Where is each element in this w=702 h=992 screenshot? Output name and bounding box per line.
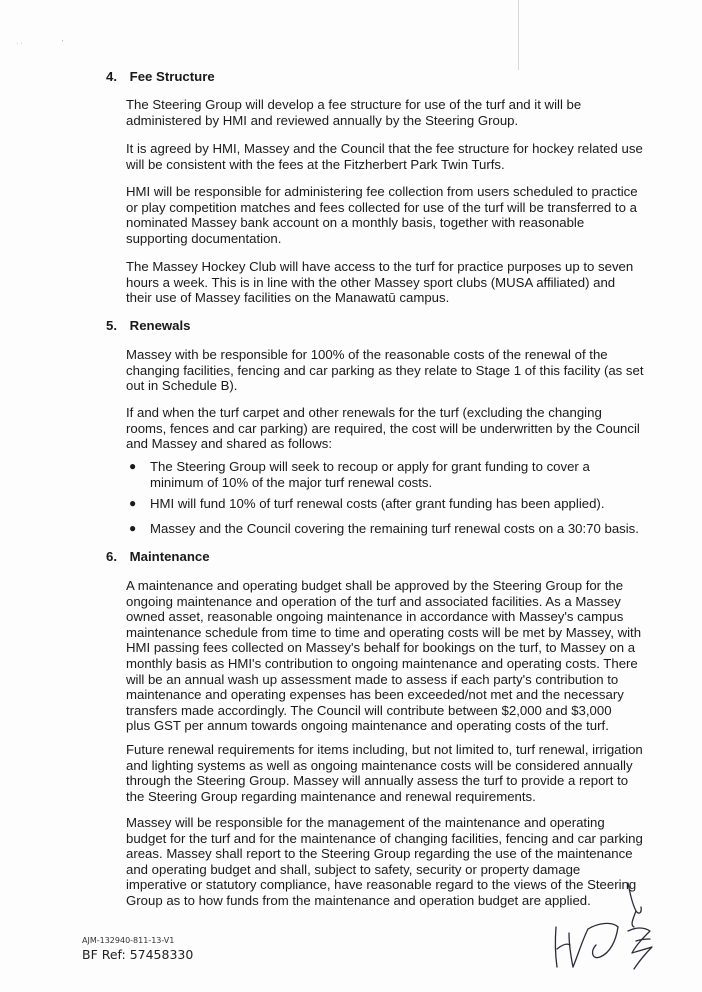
bullet-dot-icon: ●: [129, 459, 137, 473]
text-line: supporting documentation.: [126, 230, 282, 246]
text-line: the Steering Group regarding maintenance and renewal requirements.: [126, 788, 536, 804]
page-edge-line: [518, 0, 519, 70]
text-line: budget for the turf and for the maintenance of changing facilities, fencing and car parking: [126, 830, 643, 846]
text-line: hours a week. This is in line with the other Massey sport clubs (MUSA affiliated) and: [126, 274, 616, 290]
text-line: maintenance schedule from time to time and operating costs will be met by Massey, with: [126, 624, 642, 640]
section-number: 6.: [106, 549, 117, 564]
scan-artifact: ': [62, 40, 64, 47]
text-line: It is agreed by HMI, Massey and the Council that the fee structure for hockey related use: [126, 141, 643, 156]
section-heading: [106, 549, 210, 565]
section-title: Fee Structure: [129, 69, 215, 84]
text-line: their use of Massey facilities on the Manawatū campus.: [126, 290, 450, 306]
bullet-dot-icon: ●: [129, 496, 137, 510]
text-line: The Steering Group will seek to recoup or apply for grant funding to cover a: [150, 459, 590, 474]
section-number: 5.: [106, 318, 117, 333]
text-line: imperative or statutory compliance, have reasonable regard to the views of the Steering: [126, 877, 637, 893]
section-title: Maintenance: [129, 549, 210, 564]
text-line: owned asset, reasonable ongoing maintenance in accordance with Massey's campus: [126, 609, 624, 625]
text-line: nominated Massey bank account on a monthly basis, together with reasonable: [126, 215, 585, 231]
text-line: and lighting systems as well as ongoing maintenance costs will be considered annually: [126, 757, 633, 773]
text-line: A maintenance and operating budget shall be approved by the Steering Group for the: [126, 578, 624, 593]
text-line: minimum of 10% of the major turf renewal costs.: [150, 474, 433, 490]
text-line: areas. Massey shall report to the Steering Group regarding the use of the maintenance: [126, 846, 633, 862]
paragraph: [126, 97, 641, 128]
text-line: or play competition matches and fees collected for use of the turf will be transferred to a: [126, 199, 637, 215]
paragraph: [126, 742, 641, 804]
text-line: will be an annual wash up assessment made to assess if each party's contribution to: [126, 671, 619, 687]
text-line: through the Steering Group. Massey will annually assess the turf to provide a report to: [126, 773, 629, 789]
text-line: If and when the turf carpet and other renewals for the turf (excluding the changing: [126, 405, 602, 420]
section-number: 4.: [106, 69, 117, 84]
text-line: will be consistent with the fees at the Fitzherbert Park Twin Turfs.: [126, 156, 505, 172]
text-line: and Massey and shared as follows:: [126, 436, 332, 452]
text-line: ongoing maintenance and operation of the turf and associated facilities. As a Massey: [126, 593, 621, 609]
paragraph: [126, 405, 641, 452]
text-line: The Steering Group will develop a fee structure for use of the turf and it will be: [126, 97, 582, 112]
section-title: Renewals: [129, 318, 191, 333]
text-line: changing facilities, fencing and car parking as they relate to Stage 1 of this facility (as set: [126, 362, 644, 378]
document-reference: AJM-132940-811-13-V1: [82, 936, 175, 945]
text-line: maintenance and operating expenses has been exceeded/not met and the necessary: [126, 687, 624, 703]
paragraph: [126, 578, 641, 734]
text-line: HMI will be responsible for administering fee collection from users scheduled to practice: [126, 184, 638, 199]
text-line: transfers made accordingly. The Council will contribute between $2,000 and $3,000: [126, 702, 612, 718]
text-line: Massey and the Council covering the remaining turf renewal costs on a 30:70 basis.: [150, 521, 639, 536]
text-line: Massey with be responsible for 100% of the reasonable costs of the renewal of the: [126, 347, 608, 362]
handwritten-initials-signature: [540, 875, 670, 980]
paragraph: [126, 184, 641, 246]
bullet-dot-icon: ●: [129, 521, 137, 535]
text-line: HMI passing fees collected on Massey's behalf for bookings on the turf, to Massey on a: [126, 640, 636, 656]
text-line: administered by HMI and reviewed annually by the Steering Group.: [126, 112, 519, 128]
section-heading: [106, 69, 215, 85]
paragraph: [126, 259, 641, 306]
text-line: plus GST per annum towards ongoing maintenance and operating costs of the turf.: [126, 718, 609, 734]
text-line: and operating budget and shall, subject to safety, security or property damage: [126, 861, 581, 877]
section-heading: [106, 318, 191, 334]
text-line: out in Schedule B).: [126, 378, 238, 394]
text-line: Group as to how funds from the maintenance and operation budget are applied.: [126, 892, 591, 908]
text-line: Future renewal requirements for items including, but not limited to, turf renewal, irrigation: [126, 742, 643, 757]
paragraph: [126, 141, 641, 172]
scan-artifact: · ·: [16, 40, 23, 47]
paragraph: [126, 347, 644, 394]
text-line: rooms, fences and car parking) are required, the cost will be underwritten by the Council: [126, 420, 640, 436]
text-line: HMI will fund 10% of turf renewal costs (after grant funding has been applied).: [150, 496, 605, 511]
text-line: Massey will be responsible for the management of the maintenance and operating: [126, 815, 605, 830]
text-line: monthly basis as HMI's contribution to ongoing maintenance and operating costs. There: [126, 655, 638, 671]
bf-reference: BF Ref: 57458330: [82, 947, 194, 962]
text-line: The Massey Hockey Club will have access to the turf for practice purposes up to seven: [126, 259, 634, 274]
